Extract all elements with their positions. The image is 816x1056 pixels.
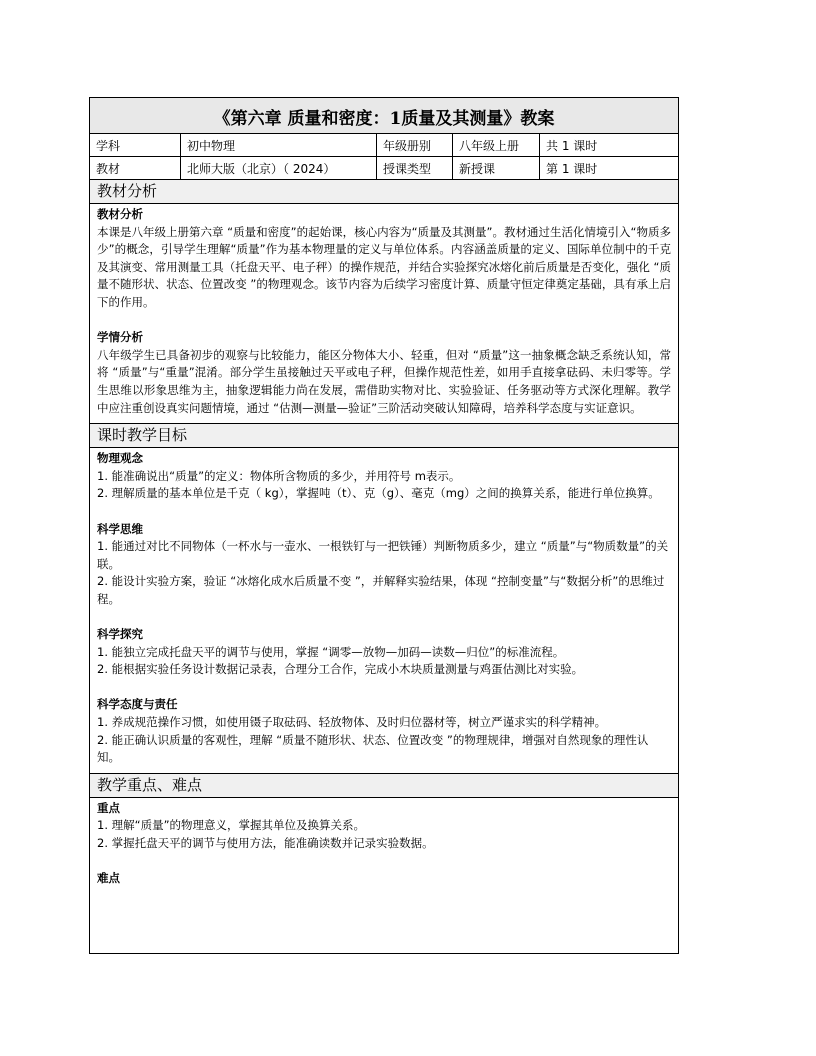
list-item: 2. 能正确认识质量的客观性，理解 “质量不随形状、状态、位置改变 ”的物理规律，增强对自然现象的理性认知。	[97, 732, 649, 765]
list-item: 1. 能准确说出“质量”的定义：物体所含物质的多少，并用符号 m表示。	[97, 468, 461, 483]
grade-label: 年级册别	[377, 134, 453, 156]
document-title: 《第六章 质量和密度：1质量及其测量》教案	[90, 98, 678, 134]
subject-label: 学科	[90, 134, 181, 156]
subheading-scientific-inquiry: 科学探究	[97, 627, 143, 642]
subheading-student-analysis: 学情分析	[97, 330, 143, 345]
section-heading-goals: 课时教学目标	[90, 424, 678, 448]
subheading-attitude-responsibility: 科学态度与责任	[97, 697, 178, 712]
list-item: 1. 理解“质量”的物理意义，掌握其单位及换算关系。	[97, 818, 366, 833]
list-item: 1. 养成规范操作习惯，如使用镊子取砝码、轻放物体、及时归位器材等，树立严谨求实的科学精神。	[97, 715, 607, 730]
subheading-scientific-thinking: 科学思维	[97, 521, 143, 536]
lesson-plan-table	[89, 97, 679, 954]
list-item: 2. 能设计实验方案，验证 “冰熔化成水后质量不变 ”，并解释实验结果，体现 “控制变量”与“数据分析”的思维过程。	[97, 574, 665, 606]
section-body-analysis	[90, 204, 678, 424]
textbook-label: 教材	[90, 157, 181, 179]
subject-value: 初中物理	[181, 134, 377, 156]
paragraph-textbook-analysis: 本课是八年级上册第六章 “质量和密度”的起始课，核心内容为“质量及其测量”。教材通过生活化情境引入“物质多少”的概念，引导学生理解“质量”作为基本物理量的定义与单位体系。内容涵盖质量的定义、国际单位制中的千克及其演变、常用测量工具（托盘天平、电子秤）的操作规范，并结合实验探究冰熔化前后质量是否变化，强化 “质量不随形状、状态、位置改变 ”的物理观念。该节内容为后续学习密度计算、质量守恒定律奠定基础，具有承上启下的作用。	[97, 224, 671, 309]
total-periods: 共 1 课时	[546, 138, 598, 153]
grade-value: 八年级上册	[453, 134, 540, 156]
lesson-type-value: 新授课	[453, 157, 540, 179]
subheading-physics-concept: 物理观念	[97, 451, 143, 466]
section-heading-keypoints: 教学重点、难点	[90, 774, 678, 798]
list-item: 1. 能通过对比不同物体（一杯水与一壶水、一根铁钉与一把铁锤）判断物质多少，建立 “质量”与“物质数量”的关联。	[97, 539, 669, 571]
list-item: 2. 能根据实验任务设计数据记录表，合理分工合作，完成小木块质量测量与鸡蛋估测比对实验。	[97, 662, 584, 677]
info-row-2	[90, 157, 678, 180]
list-item: 2. 掌握托盘天平的调节与使用方法，能准确读数并记录实验数据。	[97, 836, 434, 850]
subheading-difficult-points: 难点	[97, 871, 120, 886]
section-heading-analysis: 教材分析	[90, 180, 678, 204]
current-period: 第 1 课时	[546, 161, 598, 176]
list-item: 2. 理解质量的基本单位是千克（ kg），掌握吨（t）、克（g）、毫克（mg）之间的换算关系，能进行单位换算。	[97, 486, 660, 501]
list-item: 1. 能独立完成托盘天平的调节与使用，掌握 “调零—放物—加码—读数—归位”的标准流程。	[97, 644, 565, 659]
lesson-type-label: 授课类型	[377, 157, 453, 179]
paragraph-student-analysis: 八年级学生已具备初步的观察与比较能力，能区分物体大小、轻重，但对 “质量”这一抽象概念缺乏系统认知，常将 “质量”与“重量”混淆。部分学生虽接触过天平或电子秤，但操作规范性差，如用手直接拿砝码、未归零等。学生思维以形象思维为主，抽象逻辑能力尚在发展，需借助实物对比、实验验证、任务驱动等方式深化理解。教学中应注重创设真实问题情境，通过 “估测—测量—验证”三阶活动突破认知障碍，培养科学态度与实证意识。	[97, 347, 671, 415]
textbook-value: 北师大版（北京）（ 2024）	[181, 157, 377, 179]
subheading-key-points: 重点	[97, 800, 120, 815]
subheading-textbook-analysis: 教材分析	[97, 207, 143, 221]
section-body-keypoints	[90, 798, 678, 894]
info-row-1	[90, 134, 678, 157]
section-body-goals	[90, 448, 678, 774]
